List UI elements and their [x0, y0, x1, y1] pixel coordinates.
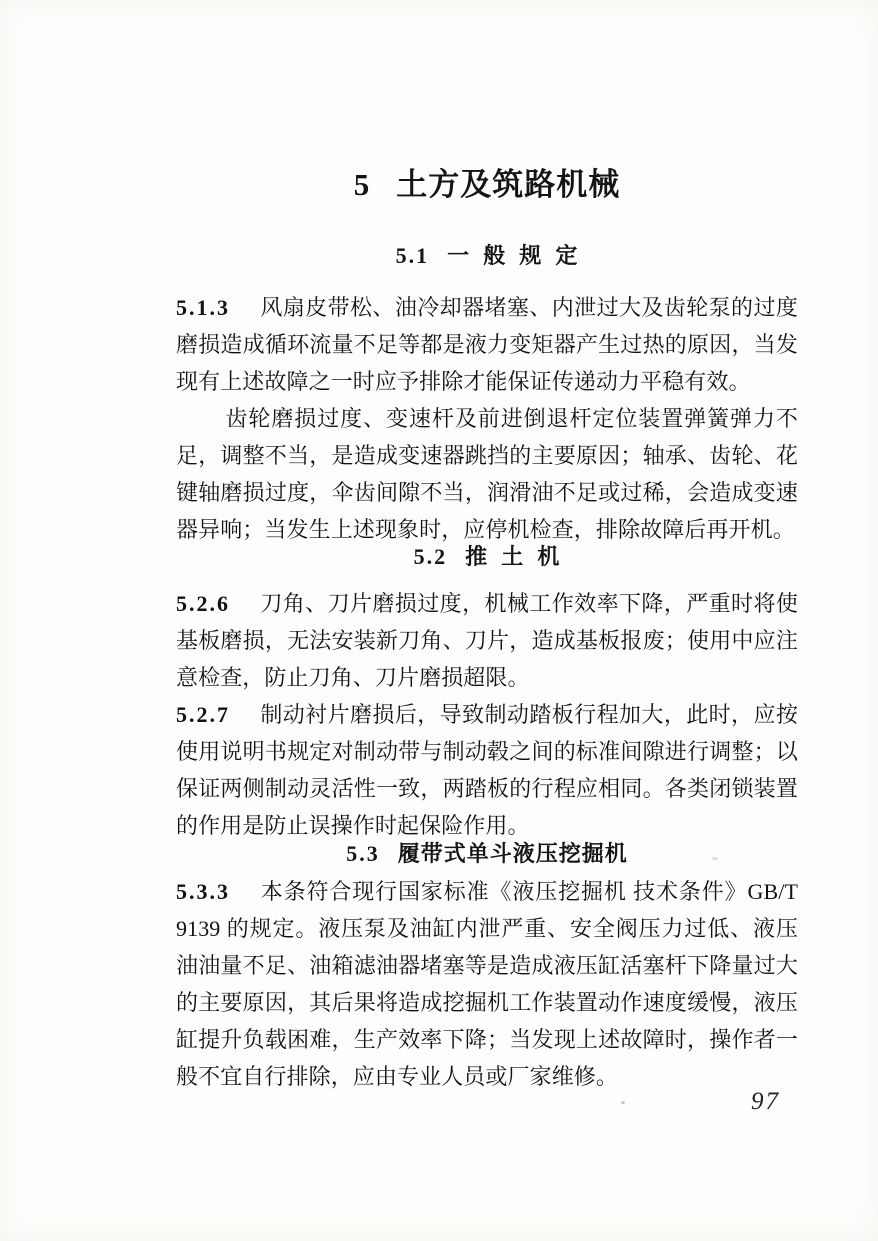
chapter-title-text: 土方及筑路机械 [396, 167, 621, 202]
clause-text: 制动衬片磨损后，导致制动踏板行程加大，此时，应按使用说明书规定对制动带与制动毂之间的标准间隙进行调整；以保证两侧制动灵活性一致，两踏板的行程应相同。各类闭锁装置的作用是防止误操作时起保险作用。 [176, 702, 798, 838]
clause-number: 5.2.6 [176, 591, 230, 616]
section-title: 推 土 机 [465, 544, 561, 569]
clause-paragraph-513 [176, 289, 798, 400]
clause-paragraph-526 [176, 585, 798, 696]
section-heading-5-2 [176, 541, 798, 573]
clause-number: 5.1.3 [176, 295, 230, 320]
section-title: 履带式单斗液压挖掘机 [397, 841, 628, 866]
section-number: 5.2 [413, 544, 448, 569]
clause-text: 本条符合现行国家标准《液压挖掘机 技术条件》GB/T 9139 的规定。液压泵及油缸内泄严重、安全阀压力过低、液压油油量不足、油箱滤油器堵塞等是造成液压缸活塞杆下降量过大的主要原因，其后果将造成挖掘机工作装置动作速度缓慢，液压缸提升负载困难，生产效率下降；当发现上述故障时，操作者一般不宜自行排除，应由专业人员或厂家维修。 [176, 879, 798, 1089]
section-title: 一 般 规 定 [447, 243, 579, 268]
clause-number: 5.2.7 [176, 702, 230, 727]
clause-paragraph-527 [176, 696, 798, 844]
chapter-number: 5 [353, 167, 371, 202]
chapter-title [176, 164, 798, 206]
section-heading-5-3 [176, 838, 798, 870]
clause-text: 风扇皮带松、油冷却器堵塞、内泄过大及齿轮泵的过度磨损造成循环流量不足等都是液力变矩器产生过热的原因，当发现有上述故障之一时应予排除才能保证传递动力平稳有效。 [176, 295, 798, 394]
page-number: 97 [751, 1088, 780, 1115]
section-number: 5.3 [346, 841, 380, 866]
section-number: 5.1 [395, 243, 430, 268]
section-heading-5-1 [176, 240, 798, 272]
clause-text: 刀角、刀片磨损过度，机械工作效率下降，严重时将使基板磨损，无法安装新刀角、刀片，造成基板报废；使用中应注意检查，防止刀角、刀片磨损超限。 [176, 591, 798, 690]
clause-paragraph-533 [176, 873, 798, 1095]
clause-number: 5.3.3 [176, 879, 230, 904]
general-paragraph: 齿轮磨损过度、变速杆及前进倒退杆定位装置弹簧弹力不足，调整不当，是造成变速器跳挡的主要原因；轴承、齿轮、花键轴磨损过度，伞齿间隙不当，润滑油不足或过稀，会造成变速器异响；当发生上述现象时，应停机检查，排除故障后再开机。 [176, 406, 798, 542]
